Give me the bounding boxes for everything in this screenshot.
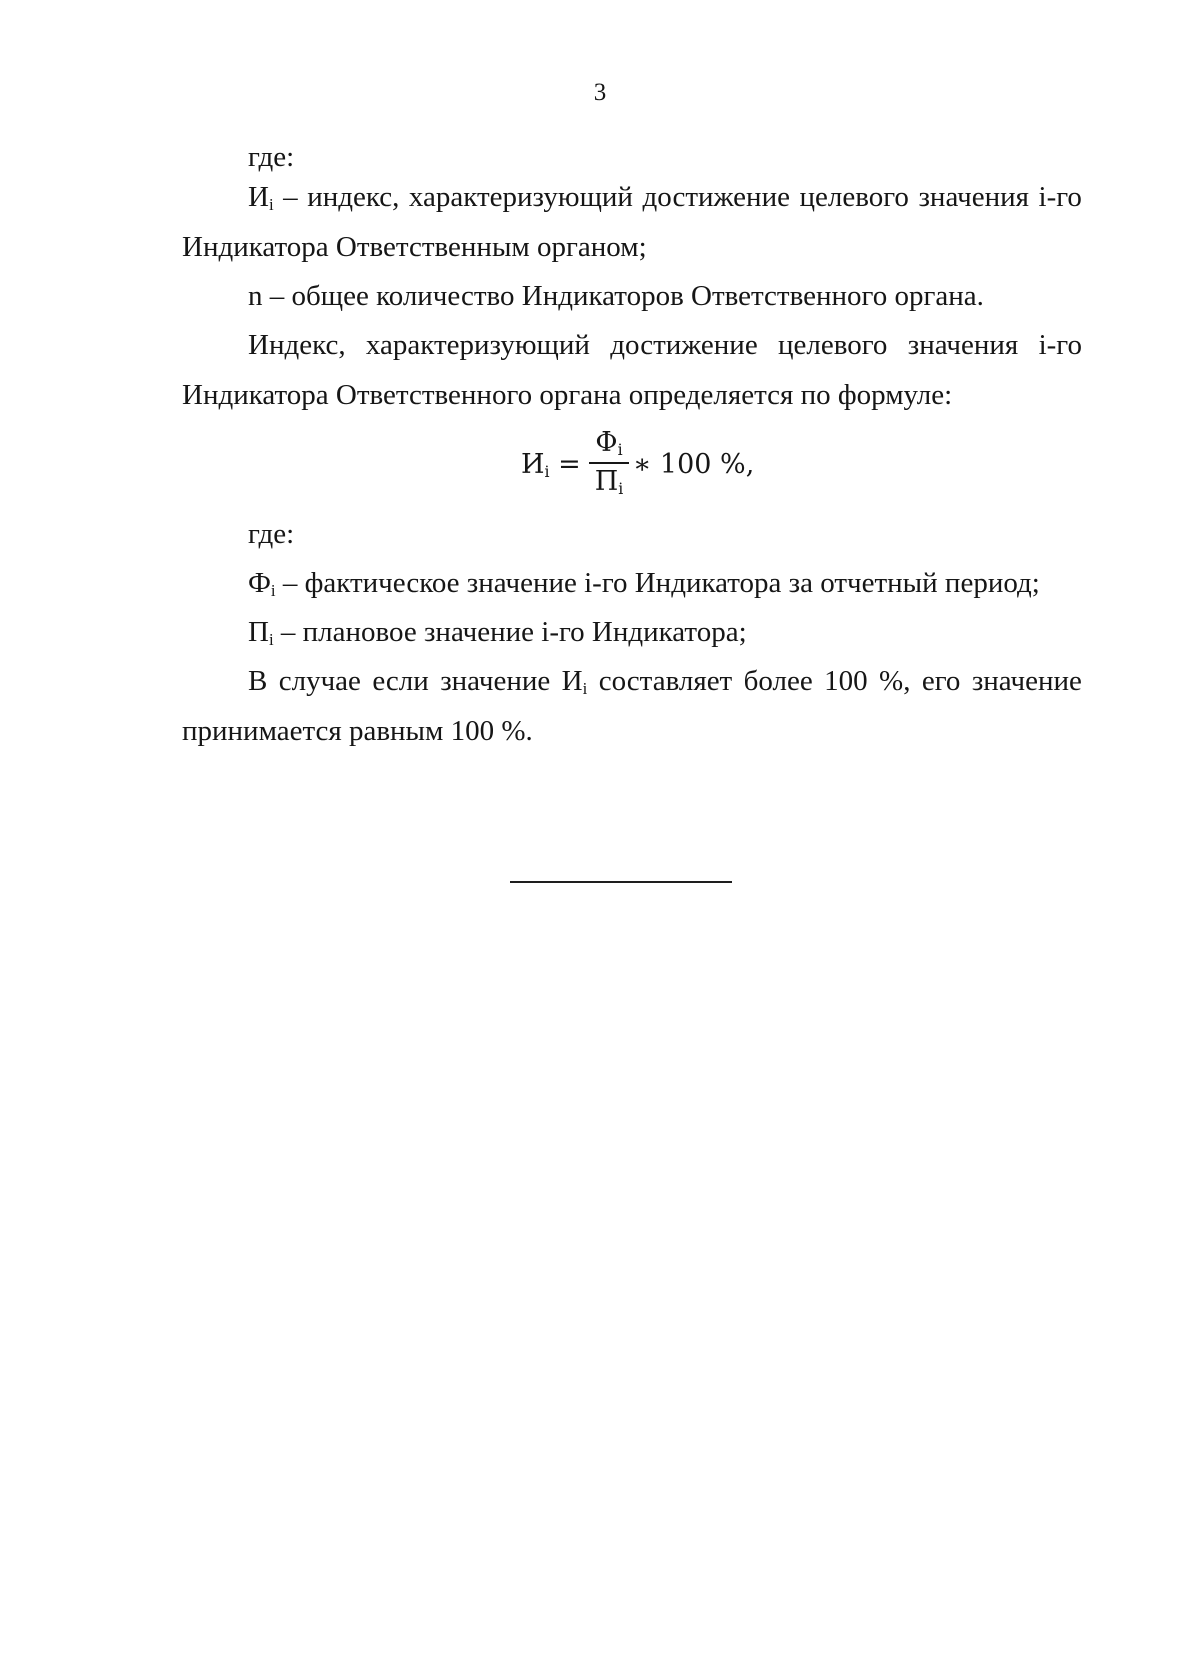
definition-index-line1 [248, 180, 1082, 214]
final-paragraph-line2: принимается равным 100 %. [182, 715, 533, 747]
index-symbol: $И_i$ [248, 181, 274, 215]
word: %, [879, 665, 911, 697]
index-paragraph-line2: Индикатора Ответственного органа определяется по формуле: [182, 379, 953, 411]
definition-n: n – общее количество Индикаторов Ответственного органа. [248, 280, 984, 312]
word: целевого [778, 329, 888, 361]
formula-multiplier: ∗ 100 %, [633, 449, 755, 480]
word: i-го [1038, 181, 1082, 213]
fraction-bar [589, 462, 629, 464]
word: его [921, 665, 961, 697]
word: индекс, [307, 181, 400, 213]
word: значения [907, 329, 1019, 361]
final-paragraph-line1 [248, 664, 1082, 698]
word: i-го [1038, 329, 1082, 361]
index-symbol-inline: $И_i$ [561, 665, 588, 699]
plan-symbol: $П_i$ [248, 616, 274, 650]
word: Индекс, [248, 329, 346, 361]
word: случае [278, 665, 361, 697]
word: если [372, 665, 429, 697]
word: достижение [610, 329, 758, 361]
word: достижение [642, 181, 790, 213]
definition-index-line2: Индикатора Ответственным органом; [182, 231, 647, 263]
word: целевого [799, 181, 909, 213]
definition-plan: $П_i$ – плановое значение i-го Индикатора; [248, 616, 747, 650]
formula [521, 427, 755, 498]
index-paragraph-line1 [248, 328, 1082, 362]
page-number: 3 [593, 79, 607, 106]
word: значения [918, 181, 1029, 213]
word: характеризующий [365, 329, 590, 361]
formula-numerator: $\Phi_i$ [595, 427, 623, 459]
fact-symbol: $Ф_i$ [248, 567, 276, 601]
word: 100 [824, 665, 868, 697]
footer-rule [510, 881, 732, 883]
formula-equals: = [558, 449, 581, 480]
formula-denominator: $\Pi_i$ [594, 466, 624, 498]
word: В [248, 665, 268, 697]
word: составляет [598, 665, 733, 697]
definition-fact: $Ф_i$ – фактическое значение i-го Индикатора за отчетный период; [248, 567, 1040, 601]
where-label-2: где: [248, 518, 295, 550]
formula-fraction [589, 428, 629, 498]
word: характеризующий [408, 181, 633, 213]
word: значение [440, 665, 551, 697]
word: значение [971, 665, 1082, 697]
formula-lhs: $И_i$ = [521, 449, 581, 481]
word: – [283, 181, 298, 213]
word: более [743, 665, 813, 697]
where-label-1: где: [248, 141, 295, 173]
